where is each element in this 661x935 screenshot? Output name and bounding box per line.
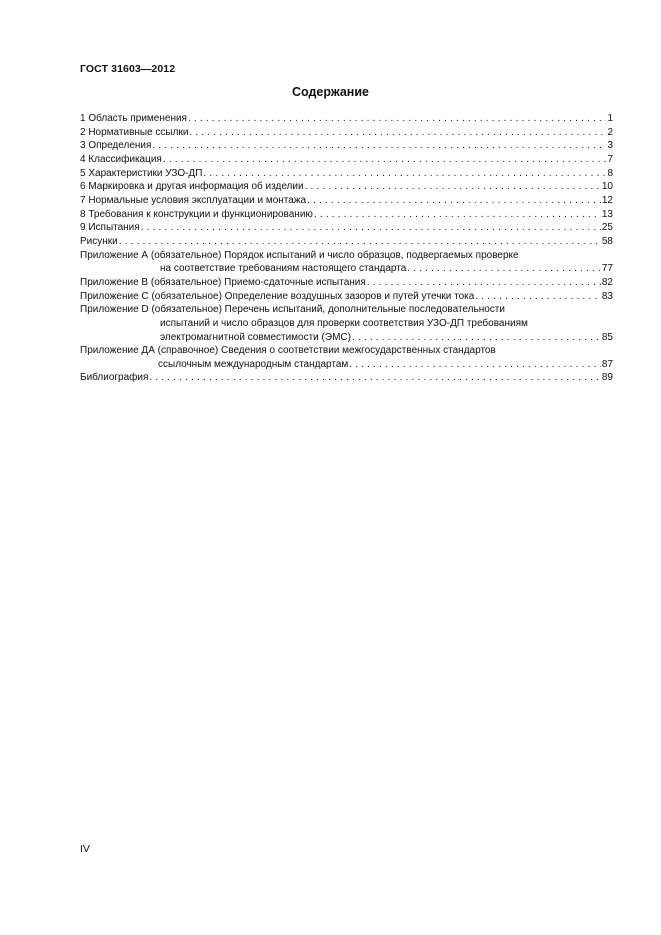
- toc-appendix-da[interactable]: [80, 344, 613, 371]
- toc-entry[interactable]: [80, 235, 613, 249]
- dot-leader: [307, 194, 601, 208]
- appendix-line: (обязательное) Перечень испытаний, дополнительные последовательности: [151, 304, 505, 316]
- appendix-line: (обязательное) Порядок испытаний и число образцов, подвергаемых проверке: [150, 249, 519, 261]
- dot-leader: [149, 371, 600, 385]
- toc-entry-page: 2: [607, 126, 613, 138]
- dot-leader: [119, 235, 601, 249]
- toc-entry-text: 6 Маркировка и другая информация об изделии: [80, 181, 304, 193]
- toc-entry-page: 89: [601, 372, 613, 384]
- toc-entry-page: 7: [607, 153, 613, 165]
- dot-leader: [141, 221, 601, 235]
- toc-entry-page: 1: [607, 113, 613, 124]
- appendix-label: Приложение В: [80, 276, 149, 288]
- appendix-label: Приложение А: [80, 249, 149, 261]
- toc-entry[interactable]: [80, 180, 613, 194]
- toc-appendix-b[interactable]: [80, 276, 613, 290]
- toc-entry-text: 2 Нормативные ссылки: [80, 126, 189, 138]
- appendix-label: Приложение С: [80, 290, 149, 302]
- toc-entry[interactable]: [80, 208, 613, 222]
- toc-entry[interactable]: [80, 194, 613, 208]
- appendix-line: испытаний и число образцов для проверки соответствия УЗО-ДП требованиям: [160, 317, 528, 329]
- standard-header: ГОСТ 31603—2012: [80, 63, 176, 75]
- appendix-line: на соответствие требованиям настоящего стандарта: [160, 263, 407, 275]
- toc-appendix-a[interactable]: [80, 249, 613, 276]
- toc-entry-page: 77: [601, 263, 613, 275]
- appendix-line: ссылочным международным стандартам: [158, 358, 349, 370]
- dot-leader: [152, 139, 606, 153]
- toc-entry-page: 13: [601, 208, 613, 220]
- dot-leader: [352, 331, 601, 345]
- toc-entry[interactable]: [80, 153, 613, 167]
- dot-leader: [349, 358, 601, 372]
- appendix-label: Приложение ДА: [80, 345, 155, 357]
- toc-entry-bibliography[interactable]: [80, 371, 613, 385]
- toc-entry-text: Библиография: [80, 372, 149, 384]
- toc-entry[interactable]: [80, 126, 613, 140]
- toc-entry-text: Рисунки: [80, 235, 118, 247]
- toc-title: Содержание: [291, 85, 369, 99]
- toc-entry-text: 3 Определения: [80, 140, 152, 152]
- toc-entry-text: 5 Характеристики УЗО-ДП: [80, 167, 203, 179]
- toc-entry-page: 25: [601, 222, 613, 234]
- toc-entry-text: 8 Требования к конструкции и функционированию: [80, 208, 313, 220]
- toc-entry-page: 83: [601, 290, 613, 302]
- toc-entry-page: 87: [601, 358, 613, 370]
- dot-leader: [367, 276, 601, 290]
- toc-entry-page: 3: [607, 140, 613, 152]
- toc-entry-page: 12: [601, 194, 613, 206]
- toc-entry-page: 82: [601, 276, 613, 288]
- toc-appendix-c[interactable]: [80, 290, 613, 304]
- toc-entry-page: 58: [601, 235, 613, 247]
- table-of-contents: [80, 112, 613, 385]
- dot-leader: [163, 153, 607, 167]
- dot-leader: [475, 290, 601, 304]
- dot-leader: [203, 167, 606, 181]
- appendix-line: электромагнитной совместимости (ЭМС): [160, 331, 351, 343]
- toc-entry[interactable]: [80, 139, 613, 153]
- toc-entry[interactable]: [80, 112, 613, 126]
- dot-leader: [189, 126, 606, 140]
- dot-leader: [188, 112, 606, 126]
- dot-leader: [314, 208, 601, 222]
- toc-entry-page: 85: [601, 331, 613, 343]
- appendix-line: (обязательное) Определение воздушных зазоров и путей утечки тока: [151, 290, 475, 302]
- appendix-line: (обязательное) Приемо-сдаточные испытания: [150, 276, 366, 288]
- dot-leader: [305, 180, 601, 194]
- toc-entry-page: 8: [607, 167, 613, 179]
- toc-entry[interactable]: [80, 167, 613, 181]
- page-number: IV: [80, 843, 90, 855]
- toc-appendix-d[interactable]: [80, 303, 613, 344]
- toc-entry[interactable]: [80, 221, 613, 235]
- toc-entry-text: 1 Область применения: [80, 113, 187, 124]
- toc-entry-text: 4 Классификация: [80, 153, 162, 165]
- appendix-line: (справочное) Сведения о соответствии межгосударственных стандартов: [157, 345, 496, 357]
- dot-leader: [407, 262, 601, 276]
- toc-entry-page: 10: [601, 181, 613, 193]
- toc-entry-text: 9 Испытания: [80, 222, 140, 234]
- toc-entry-text: 7 Нормальные условия эксплуатации и монтажа: [80, 194, 307, 206]
- appendix-label: Приложение D: [80, 304, 149, 316]
